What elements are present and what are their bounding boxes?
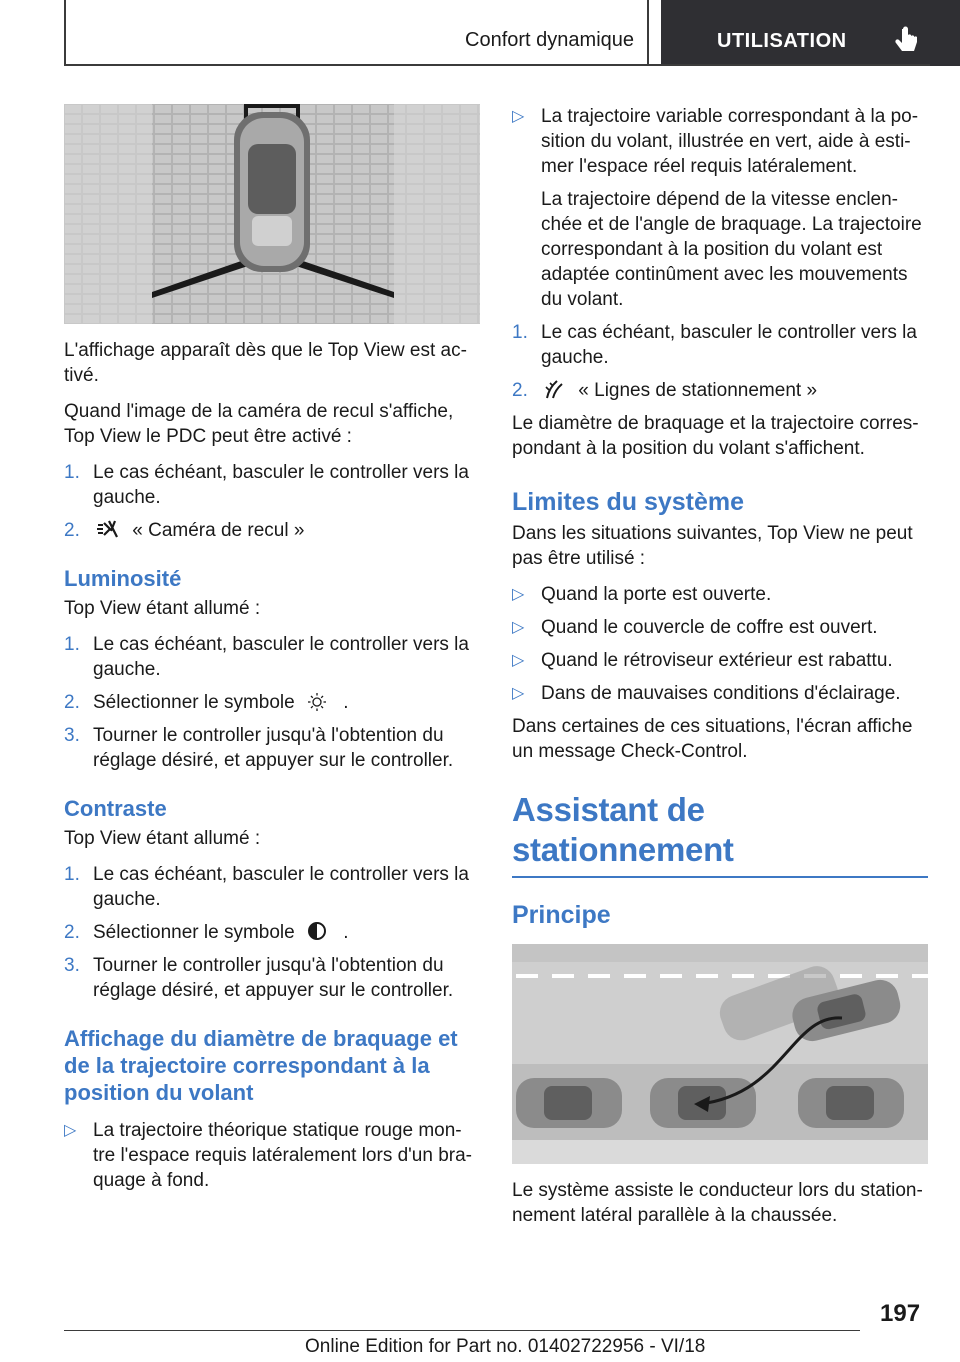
- parking-lines-icon: [543, 378, 567, 400]
- step-text: « Caméra de recul »: [132, 520, 305, 541]
- list-item: [64, 690, 480, 715]
- section-intro: Dans les situations suivantes, Top View ne peut pas être utilisé :: [512, 523, 913, 569]
- page-number: 197: [880, 1300, 921, 1327]
- bullet-text: Dans de mauvaises conditions d'éclairage.: [541, 683, 901, 704]
- camera-paragraph: Quand l'image de la caméra de recul s'affiche, Top View le PDC peut être activé :: [64, 401, 454, 447]
- step-text-end: .: [343, 692, 349, 713]
- header-chapter-label: UTILISATION: [717, 30, 847, 52]
- header-section-title: Confort dynamique: [465, 29, 634, 51]
- header-rule: [64, 64, 930, 66]
- bullet-text: La trajectoire variable correspondant à la po-sition du volant, illustrée en vert, aide à esti-mer l'espace réel requis latéralement.: [541, 106, 919, 177]
- step-number: 1.: [64, 634, 80, 655]
- step-number: 3.: [64, 955, 80, 976]
- section-title-diametre: Affichage du diamètre de braquage et de la trajectoire correspondant à la position du volant: [64, 1026, 458, 1105]
- contrast-icon: [302, 920, 332, 942]
- step-text: Tourner le controller jusqu'à l'obtention du réglage désiré, et appuyer sur le controller.: [93, 725, 454, 771]
- list-item: [64, 460, 480, 510]
- bullet-text: Quand le rétroviseur extérieur est rabattu.: [541, 650, 893, 671]
- footer-rule: [64, 1330, 860, 1331]
- section-intro: Top View étant allumé :: [64, 828, 261, 849]
- bullet-triangle-icon: ▷: [512, 685, 525, 702]
- step-text: Tourner le controller jusqu'à l'obtention du réglage désiré, et appuyer sur le controller.: [93, 955, 454, 1001]
- paragraph: Dans certaines de ces situations, l'écran affiche un message Check-Control.: [512, 716, 913, 762]
- bullet-text: La trajectoire théorique statique rouge mon-tre l'espace requis latéralement lors d'un bra-quage à fond.: [93, 1120, 472, 1191]
- figure-caption: L'affichage apparaît dès que le Top View est ac-tivé.: [64, 340, 467, 386]
- step-number: 2.: [64, 692, 80, 713]
- bullet-triangle-icon: ▷: [512, 652, 525, 669]
- step-text: Sélectionner le symbole: [93, 922, 295, 943]
- list-item: [64, 632, 480, 682]
- bullet-text: Quand le couvercle de coffre est ouvert.: [541, 617, 878, 638]
- rear-camera-icon: [95, 518, 121, 540]
- list-item: [64, 518, 480, 543]
- step-number: 1.: [64, 864, 80, 885]
- list-item: [64, 953, 480, 1003]
- brightness-icon: [302, 692, 332, 712]
- bullet-triangle-icon: ▷: [512, 619, 525, 636]
- list-item: [512, 681, 928, 706]
- step-number: 2.: [64, 520, 80, 541]
- bullet-triangle-icon: ▷: [512, 108, 525, 125]
- bullet-triangle-icon: ▷: [512, 586, 525, 603]
- figure-caption: Le système assiste le conducteur lors du station-nement latéral parallèle à la chaussée.: [512, 1180, 923, 1226]
- step-number: 3.: [64, 725, 80, 746]
- step-number: 1.: [512, 322, 528, 343]
- parking-assistant-figure: [512, 944, 928, 1164]
- header-chapter-tab: [661, 0, 960, 66]
- step-text: « Lignes de stationnement »: [578, 380, 818, 401]
- title-rule: [512, 876, 928, 878]
- list-item: [64, 920, 480, 945]
- list-item: [512, 582, 928, 607]
- chapter-title-assistant: Assistant de stationnement: [512, 791, 734, 868]
- list-item: [512, 104, 928, 179]
- step-text-end: .: [343, 922, 349, 943]
- step-text: Le cas échéant, basculer le controller vers la gauche.: [93, 634, 469, 680]
- section-title-contraste: Contraste: [64, 796, 167, 821]
- step-text: Sélectionner le symbole: [93, 692, 295, 713]
- step-number: 1.: [64, 462, 80, 483]
- bullet-subparagraph: La trajectoire dépend de la vitesse enclen-chée et de l'angle de braquage. La trajectoire correspondant à la position du volant est adaptée continûment avec les mouvements du volant.: [541, 189, 922, 310]
- bullet-text: Quand la porte est ouverte.: [541, 584, 772, 605]
- list-item: [64, 723, 480, 773]
- section-title-luminosite: Luminosité: [64, 566, 182, 591]
- paragraph: Le diamètre de braquage et la trajectoire corres-pondant à la position du volant s'affichent.: [512, 413, 919, 459]
- bullet-triangle-icon: ▷: [64, 1122, 77, 1139]
- list-item: [512, 320, 928, 370]
- right-column: [512, 104, 928, 1239]
- list-item: [512, 648, 928, 673]
- footer-edition: Online Edition for Part no. 01402722956 - VI/18: [305, 1336, 706, 1357]
- section-intro: Top View étant allumé :: [64, 598, 261, 619]
- step-text: Le cas échéant, basculer le controller vers la gauche.: [93, 462, 469, 508]
- step-number: 2.: [64, 922, 80, 943]
- section-title-limites: Limites du système: [512, 488, 745, 516]
- section-title-principe: Principe: [512, 901, 611, 929]
- step-text: Le cas échéant, basculer le controller vers la gauche.: [93, 864, 469, 910]
- list-item: [64, 862, 480, 912]
- list-item: [512, 378, 928, 403]
- left-column: [64, 104, 480, 1201]
- step-number: 2.: [512, 380, 528, 401]
- top-view-figure: [64, 104, 480, 324]
- step-text: Le cas échéant, basculer le controller vers la gauche.: [541, 322, 917, 368]
- list-item: [64, 1118, 480, 1193]
- hand-pointer-icon: [893, 26, 923, 56]
- list-item: [512, 615, 928, 640]
